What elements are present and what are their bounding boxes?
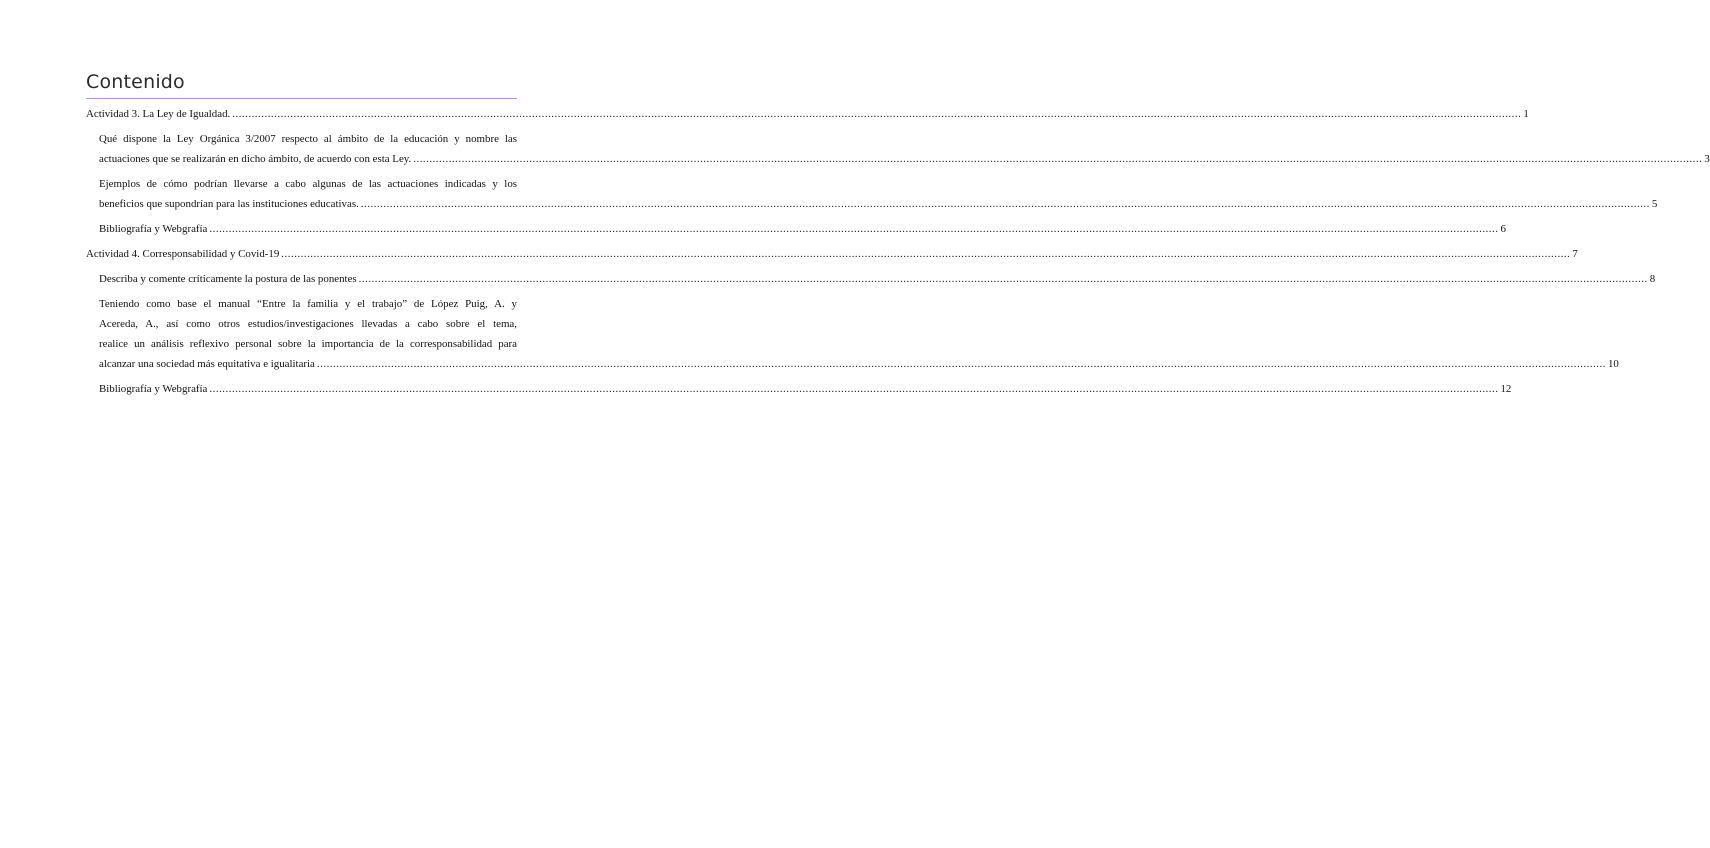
toc-entry-teniendo[interactable] xyxy=(99,294,1619,374)
toc-entry-title-line: realice un análisis reflexivo personal sobre la importancia de la corresponsabilidad para xyxy=(99,338,517,350)
toc-entry-title-line: Ejemplos de cómo podrían llevarse a cabo algunas de las actuaciones indicadas y los xyxy=(99,178,517,190)
toc-leader-dots: ................................................................................................................................................................................................................................................................................................................................................................................................................ xyxy=(316,358,1606,370)
toc-page-number: 7 xyxy=(1572,248,1578,260)
toc-entry-title: Actividad 3. La Ley de Igualdad. xyxy=(86,108,231,120)
toc-page-number: 6 xyxy=(1500,223,1506,235)
toc-entry-title: actuaciones que se realizarán en dicho ámbito, de acuerdo con esta Ley. xyxy=(99,153,412,165)
toc-leader-dots: ................................................................................................................................................................................................................................................................................................................................................................................................................ xyxy=(209,383,1499,395)
toc-entry-title-line: Teniendo como base el manual “Entre la familia y el trabajo” de López Puig, A. y xyxy=(99,298,517,310)
toc-entry-title: Bibliografía y Webgrafía xyxy=(99,223,208,235)
toc-leader-dots: ................................................................................................................................................................................................................................................................................................................................................................................................................ xyxy=(209,223,1499,235)
toc-leader-dots: ................................................................................................................................................................................................................................................................................................................................................................................................................ xyxy=(281,248,1571,260)
toc-page-number: 5 xyxy=(1651,198,1658,210)
toc-entry-ejemplos[interactable] xyxy=(99,174,1658,214)
toc-leader-dots: ................................................................................................................................................................................................................................................................................................................................................................................................................ xyxy=(413,153,1703,165)
toc-page-number: 1 xyxy=(1523,108,1529,120)
toc-entry-title: Bibliografía y Webgrafía xyxy=(99,383,208,395)
toc-entry-actividad-3[interactable] xyxy=(86,104,1529,124)
toc-entry-title-line: Acereda, A., así como otros estudios/investigaciones llevadas a cabo sobre el tema, xyxy=(99,318,517,330)
toc-page-number: 3 xyxy=(1704,153,1710,165)
toc-entry-describa[interactable] xyxy=(99,269,1656,289)
toc-leader-dots: ................................................................................................................................................................................................................................................................................................................................................................................................................ xyxy=(360,198,1650,210)
toc-entry-bibliografia-2[interactable] xyxy=(99,379,1512,399)
toc-entry-title: Actividad 4. Corresponsabilidad y Covid-19 xyxy=(86,248,280,260)
toc-entry-ley-organica[interactable] xyxy=(99,129,1710,169)
toc-leader-dots: ................................................................................................................................................................................................................................................................................................................................................................................................................ xyxy=(358,273,1648,285)
toc-page-number: 10 xyxy=(1607,358,1619,370)
toc-page-number: 8 xyxy=(1649,273,1656,285)
toc-entry-actividad-4[interactable] xyxy=(86,244,1578,264)
toc-entry-title-line: Qué dispone la Ley Orgánica 3/2007 respecto al ámbito de la educación y nombre las xyxy=(99,133,517,145)
table-of-contents xyxy=(86,104,1710,399)
toc-heading: Contenido xyxy=(86,71,185,93)
toc-entry-title: Describa y comente críticamente la postura de las ponentes xyxy=(99,273,357,285)
toc-leader-dots: ................................................................................................................................................................................................................................................................................................................................................................................................................ xyxy=(232,108,1522,120)
toc-page-number: 12 xyxy=(1500,383,1512,395)
heading-underline xyxy=(86,98,517,99)
toc-entry-bibliografia-1[interactable] xyxy=(99,219,1506,239)
toc-entry-title: beneficios que supondrían para las instituciones educativas. xyxy=(99,198,359,210)
toc-entry-title: alcanzar una sociedad más equitativa e igualitaria xyxy=(99,358,315,370)
